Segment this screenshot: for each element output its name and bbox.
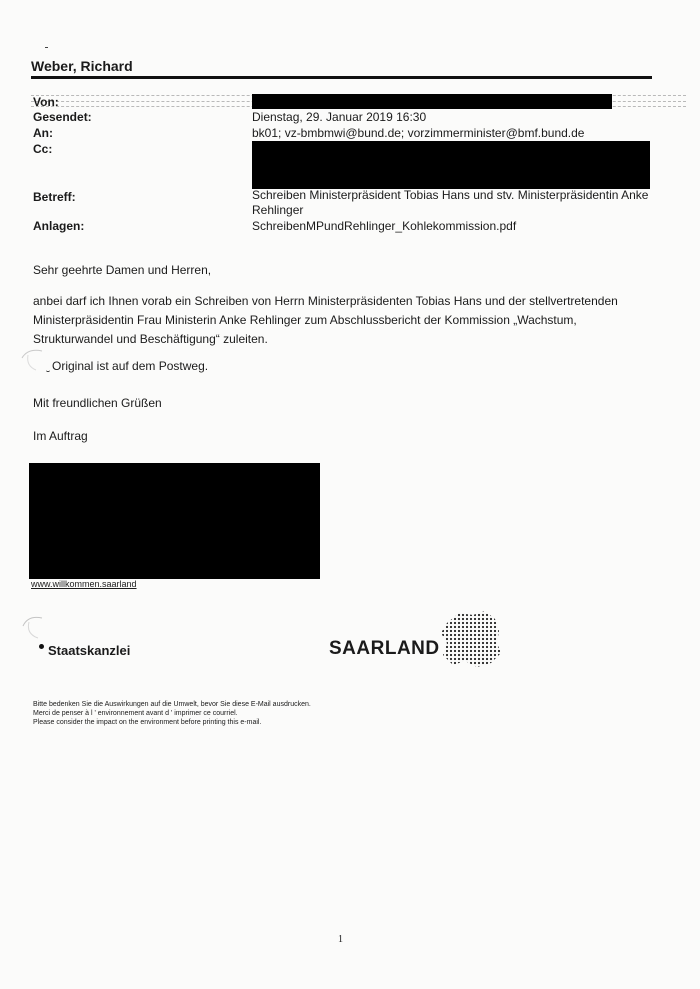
staatskanzlei-name: Staatskanzlei xyxy=(48,643,131,658)
saarland-wordmark: SAARLAND xyxy=(329,638,440,659)
original-note: Original ist auf dem Postweg. xyxy=(52,359,209,373)
website-link[interactable]: www.willkommen.saarland xyxy=(31,579,137,589)
scan-speck xyxy=(45,47,48,48)
to-label: An: xyxy=(33,126,53,140)
attachments-label: Anlagen: xyxy=(33,219,85,233)
eco-note-fr: Merci de penser à l ' environnement avant d ' imprimer ce courriel. xyxy=(33,710,238,717)
page-number: 1 xyxy=(338,934,343,945)
staatskanzlei-bullet xyxy=(39,644,44,649)
to-value: bk01; vz-bmbmwi@bund.de; vorzimmerminister@bmf.bund.de xyxy=(252,126,585,140)
sent-label: Gesendet: xyxy=(33,110,92,124)
redacted-sender xyxy=(252,94,612,109)
on-behalf: Im Auftrag xyxy=(33,429,88,443)
subject-label: Betreff: xyxy=(33,190,76,204)
scan-speck xyxy=(46,368,50,372)
scan-arc-mark xyxy=(20,346,50,376)
scan-arc-mark xyxy=(20,612,50,642)
from-label: Von: xyxy=(33,95,59,109)
redacted-cc xyxy=(252,141,650,189)
body-paragraph: anbei darf ich Ihnen vorab ein Schreiben von Herrn Ministerpräsidenten Tobias Hans und der stellvertretenden Ministerpräsidentin Frau Ministerin Anke Rehlinger zum Abschlussbericht der Kommission „Wachstum, Strukturwandel und Beschäftigung“ zuleiten. xyxy=(33,294,618,346)
closing: Mit freundlichen Grüßen xyxy=(33,396,162,410)
greeting: Sehr geehrte Damen und Herren, xyxy=(33,263,212,277)
mailbox-owner: Weber, Richard xyxy=(31,58,133,74)
cc-label: Cc: xyxy=(33,142,53,156)
subject-value: Schreiben Ministerpräsident Tobias Hans und stv. Ministerpräsidentin Anke Rehlinger xyxy=(252,188,649,217)
eco-note-de: Bitte bedenken Sie die Auswirkungen auf die Umwelt, bevor Sie diese E-Mail ausdrucken. xyxy=(33,701,311,708)
sent-value: Dienstag, 29. Januar 2019 16:30 xyxy=(252,110,427,124)
attachments-value: SchreibenMPundRehlinger_Kohlekommission.pdf xyxy=(252,219,517,233)
redacted-signature xyxy=(29,463,320,579)
saarland-map-logo xyxy=(437,609,505,669)
eco-note-en: Please consider the impact on the environment before printing this e-mail. xyxy=(33,719,262,726)
owner-divider xyxy=(31,76,652,79)
